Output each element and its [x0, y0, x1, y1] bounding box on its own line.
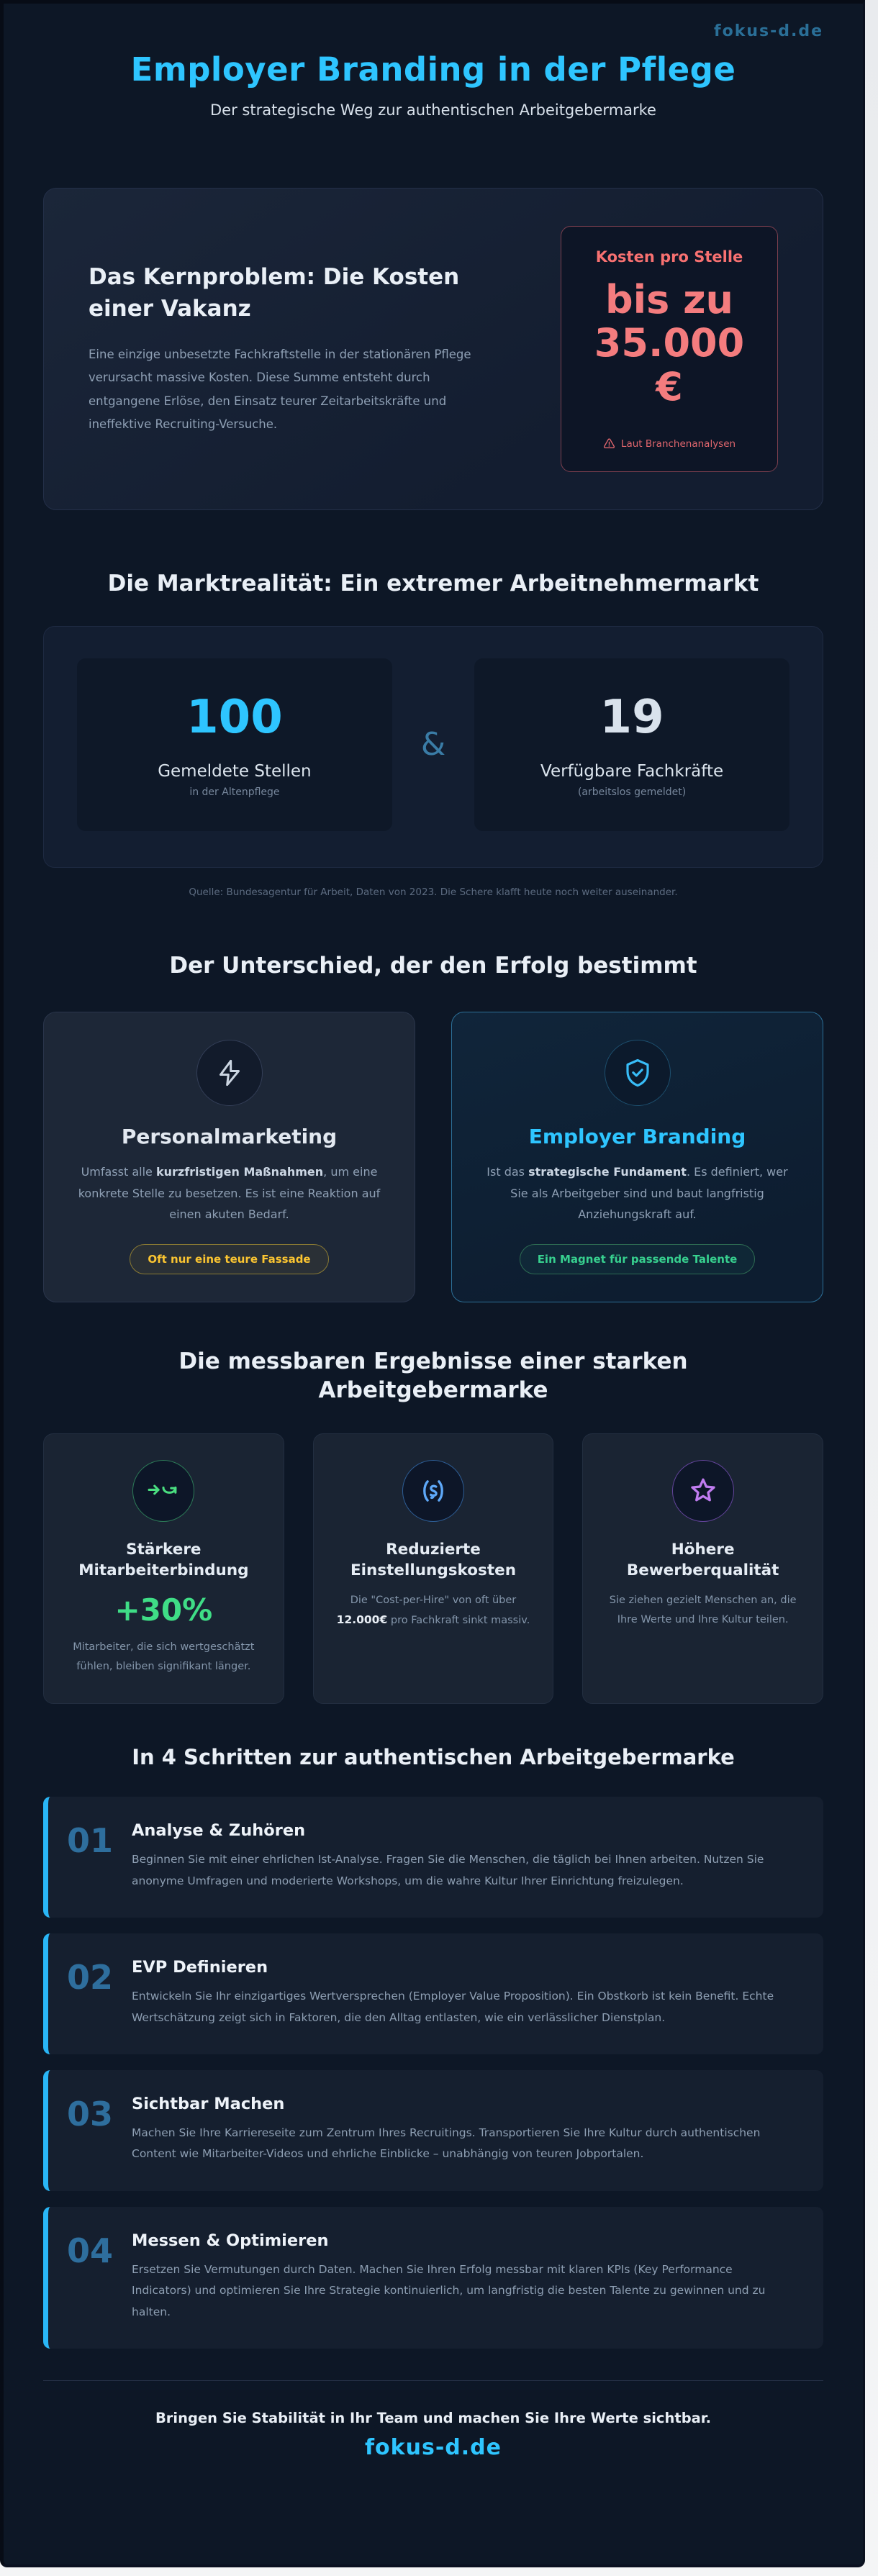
difference-heading: Der Unterschied, der den Erfolg bestimmt [169, 952, 697, 979]
quality-title: Höhere Bewerberqualität [626, 1541, 779, 1580]
open-positions-label: Gemeldete Stellen [158, 761, 312, 781]
results-grid [43, 1433, 823, 1703]
employer-branding-text-bold: strategische Fundament [528, 1165, 687, 1179]
step-4-title: Messen & Optimieren [132, 2231, 329, 2250]
personalmarketing-title: Personalmarketing [121, 1125, 338, 1148]
employer-branding-badge: Ein Magnet für passende Talente [520, 1244, 756, 1274]
cost-icon-circle [402, 1460, 464, 1522]
difference-grid [43, 1012, 823, 1302]
shield-icon-circle [605, 1040, 671, 1106]
problem-body: Eine einzige unbesetzte Fachkraftstelle in der stationären Pflege verursacht massive Kosten. Diese Summe entsteht durch entgangene Erlöse, den Einsatz teurer Zeitarbeitskräfte und ineffektive Recruiting-Versuche. [89, 348, 471, 431]
personalmarketing-text-post: , um eine konkrete Stelle zu besetzen. Es ist eine Reaktion auf einen akuten Bedarf. [78, 1165, 381, 1222]
market-source-note: Quelle: Bundesagentur für Arbeit, Daten von 2023. Die Schere klafft heute noch weiter auseinander. [189, 886, 678, 898]
step-2-body [132, 1958, 795, 2028]
personalmarketing-badge: Oft nur eine teure Fassade [130, 1244, 328, 1274]
employer-branding-text-pre: Ist das [486, 1165, 529, 1179]
step-card-3 [43, 2070, 823, 2191]
step-1-title: Analyse & Zuhören [132, 1821, 306, 1841]
problem-card [43, 188, 823, 510]
step-1-number: 01 [66, 1821, 113, 1861]
footer [43, 2380, 823, 2460]
step-1-body [132, 1821, 795, 1892]
available-workers-value: 19 [599, 690, 664, 744]
open-positions-stat [77, 658, 392, 831]
available-workers-label: Verfügbare Fachkräfte [540, 761, 724, 781]
step-card-2 [43, 1933, 823, 2054]
retention-text: Mitarbeiter, die sich wertgeschätzt fühlen, bleiben signifikant länger. [73, 1641, 255, 1672]
cost-per-hire-icon [418, 1476, 448, 1506]
cost-reduction-text-post: pro Fachkraft sinkt massiv. [387, 1614, 530, 1626]
quality-card [582, 1433, 823, 1703]
cost-reduction-text-pre: Die "Cost-per-Hire" von oft über [350, 1595, 517, 1607]
warning-icon [603, 437, 615, 450]
step-3-text: Machen Sie Ihre Karriereseite zum Zentrum Ihres Recruitings. Transportieren Sie Ihre Kultur durch authentischen Content wie Mitarbeiter-Videos und ehrliche Einblicke – unabhängig von teuren Jobportalen. [132, 2126, 761, 2161]
footer-cta: Bringen Sie Stabilität in Ihr Team und machen Sie Ihre Werte sichtbar. [155, 2410, 712, 2427]
step-4-text: Ersetzen Sie Vermutungen durch Daten. Machen Sie Ihren Erfolg messbar mit klaren KPIs (Key Performance Indicators) und optimieren Sie Ihre Strategie kontinuierlich, um langfristig die besten Talente zu gewinnen und zu halten. [132, 2262, 766, 2318]
personalmarketing-text [74, 1161, 384, 1225]
personalmarketing-text-pre: Umfasst alle [81, 1165, 156, 1179]
cost-stat-box [561, 226, 778, 472]
employer-branding-text-post: . Es definiert, wer Sie als Arbeitgeber sind und baut langfristig Anziehungskraft auf. [510, 1165, 788, 1222]
problem-title: Das Kernproblem: Die Kosten einer Vakanz [89, 264, 460, 322]
step-1-text: Beginnen Sie mit einer ehrlichen Ist-Analyse. Fragen Sie die Menschen, die täglich bei Ihnen arbeiten. Nutzen Sie anonyme Umfragen und moderierte Workshops, um die wahre Kultur Ihrer Einrichtung freizulegen. [132, 1853, 764, 1887]
personalmarketing-card [43, 1012, 415, 1302]
star-icon-circle [672, 1460, 734, 1522]
employer-branding-title: Employer Branding [528, 1125, 746, 1148]
available-workers-sub: (arbeitslos gemeldet) [577, 786, 687, 798]
cost-stat-value: bis zu 35.000 € [594, 277, 745, 409]
steps-list [43, 1797, 823, 2349]
page-title: Employer Branding in der Pflege [130, 50, 736, 89]
step-3-title: Sichtbar Machen [132, 2095, 285, 2114]
step-card-1 [43, 1797, 823, 1918]
quality-text: Sie ziehen gezielt Menschen an, die Ihre Werte und Ihre Kultur teilen. [609, 1595, 797, 1625]
step-2-title: EVP Definieren [132, 1958, 268, 1977]
personalmarketing-text-bold: kurzfristigen Maßnahmen [155, 1165, 324, 1179]
ampersand-divider: & [420, 726, 446, 763]
step-4-number: 04 [66, 2231, 113, 2270]
problem-text-block [89, 262, 515, 435]
available-workers-stat [474, 658, 789, 831]
step-2-text: Entwickeln Sie Ihr einzigartiges Wertversprechen (Employer Value Proposition). Ein Obstkorb ist kein Benefit. Echte Wertschätzung zeigt sich in Faktoren, die den Alltag entlasten, wie ein verlässlicher Dienstplan. [132, 1990, 774, 2024]
page-subtitle: Der strategische Weg zur authentischen Arbeitgebermarke [210, 101, 656, 119]
cost-reduction-text-bold: 12.000€ [336, 1613, 388, 1626]
zap-icon [215, 1058, 244, 1087]
market-card [43, 626, 823, 868]
cost-reduction-text [334, 1591, 533, 1630]
retention-highlight: +30% [114, 1592, 213, 1628]
cost-stat-source-row [580, 437, 759, 450]
footer-brand-link[interactable]: fokus-d.de [365, 2435, 502, 2461]
header-brand-link[interactable]: fokus-d.de [714, 22, 823, 40]
cost-reduction-card [313, 1433, 554, 1703]
star-icon [688, 1476, 718, 1506]
step-2-number: 02 [66, 1958, 113, 1997]
open-positions-value: 100 [186, 690, 283, 744]
retention-icon-circle [132, 1460, 194, 1522]
cost-reduction-title: Reduzierte Einstellungskosten [350, 1541, 516, 1580]
cost-stat-label: Kosten pro Stelle [595, 248, 743, 266]
results-heading: Die messbaren Ergebnisse einer starken Arbeitgebermarke [178, 1348, 688, 1404]
step-card-4 [43, 2207, 823, 2349]
retention-title: Stärkere Mitarbeiterbindung [78, 1541, 249, 1580]
employee-retention-icon [147, 1477, 180, 1505]
step-3-number: 03 [66, 2095, 113, 2134]
cost-stat-source: Laut Branchenanalysen [620, 437, 736, 450]
employer-branding-text [482, 1161, 792, 1225]
employer-branding-card [451, 1012, 823, 1302]
zap-icon-circle [196, 1040, 263, 1106]
steps-heading: In 4 Schritten zur authentischen Arbeitgebermarke [132, 1744, 735, 1769]
step-4-body [132, 2231, 795, 2323]
market-heading: Die Marktrealität: Ein extremer Arbeitnehmermarkt [107, 571, 759, 597]
retention-card [43, 1433, 284, 1703]
step-3-body [132, 2095, 795, 2165]
shield-check-icon [623, 1058, 653, 1088]
open-positions-sub: in der Altenpflege [189, 786, 280, 798]
